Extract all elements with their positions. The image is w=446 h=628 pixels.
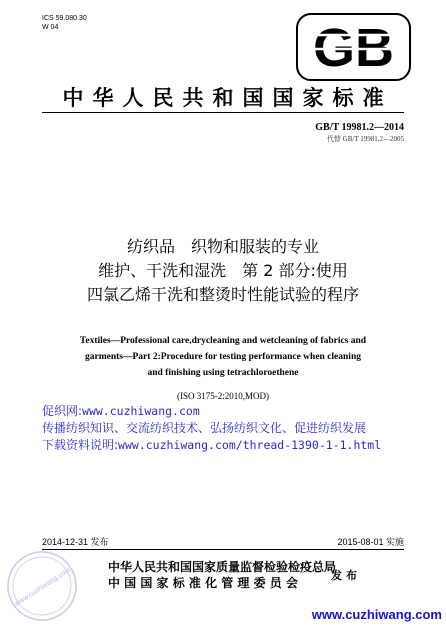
english-title	[0, 333, 446, 381]
issuer-line: 中华人民共和国国家质量监督检验检疫总局	[108, 560, 337, 574]
promo-line-slogan: 传播纺织知识、交流纺织技术、弘扬纺织文化、促进纺织发展	[42, 421, 367, 435]
standard-name: 中华人民共和国国家标准	[62, 85, 393, 110]
watermark-stamp-text: www.cuzhiwang.com	[13, 566, 72, 608]
promo-line-site	[42, 403, 381, 420]
gb-logo-text: GB	[313, 18, 394, 78]
english-title-line: and finishing using tetrachloroethene	[147, 368, 299, 378]
top-divider	[42, 112, 404, 113]
issuer-line: 中 国 国 家 标 准 化 管 理 委 员 会	[108, 576, 298, 590]
promo-line-download	[42, 437, 381, 454]
english-title-line: Textiles—Professional care,drycleaning and wetcleaning of fabrics and	[79, 336, 367, 346]
issue-date: 2014-12-31 发布	[42, 537, 109, 547]
chinese-title-line: 纺织品 织物和服装的专业	[126, 237, 319, 256]
ccs-code: W 04	[42, 24, 59, 31]
bottom-divider	[42, 549, 404, 550]
iso-reference: (ISO 3175-2:2010,MOD)	[177, 391, 269, 401]
english-title-line: garments—Part 2:Procedure for testing performance when cleaning	[85, 352, 361, 362]
publish-label: 发布	[331, 569, 361, 582]
promo-site-label: 促织网:	[42, 404, 83, 418]
chinese-title-line: 四氯乙烯干洗和整烫时性能试验的程序	[86, 285, 359, 304]
ics-code: ICS 59.080.30	[42, 15, 87, 22]
promo-download-link[interactable]: www.cuzhiwang.com/thread-1390-1-1.html	[118, 438, 382, 452]
watermark-url[interactable]: www.cuzhiwang.com	[311, 607, 442, 622]
promo-download-label: 下载资料说明:	[42, 438, 119, 452]
implementation-date: 2015-08-01 实施	[337, 537, 404, 547]
classification-codes	[42, 14, 87, 32]
promo-overlay	[42, 403, 381, 454]
replaces-note: 代替 GB/T 19981.2—2005	[326, 135, 404, 143]
issuing-organizations	[108, 559, 336, 591]
standard-number: GB/T 19981.2—2014	[315, 122, 404, 133]
chinese-title-line: 维护、干洗和湿洗 第 2 部分:使用	[98, 261, 348, 280]
gb-logo	[296, 13, 411, 81]
chinese-title	[0, 235, 446, 307]
promo-site-link[interactable]: www.cuzhiwang.com	[82, 404, 200, 418]
